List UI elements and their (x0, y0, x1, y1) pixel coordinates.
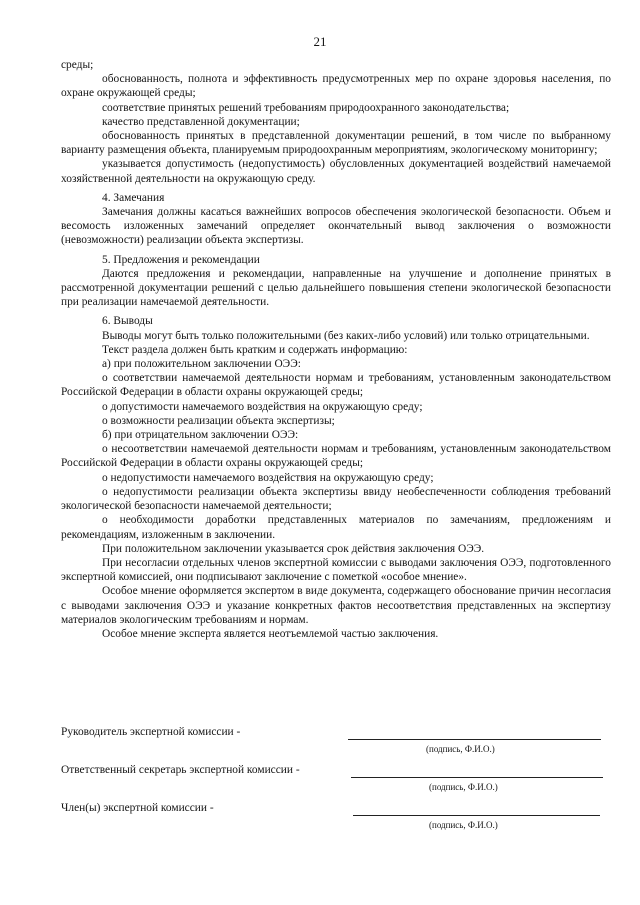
list-item: качество представленной документации; (102, 115, 300, 128)
paragraph-continuation: среды; (61, 59, 94, 71)
signature-caption: (подпись, Ф.И.О.) (429, 782, 498, 792)
section-heading-recommendations: 5. Предложения и рекомендации (102, 253, 260, 266)
signature-row-secretary (61, 764, 621, 802)
signature-line (348, 739, 601, 740)
list-item: о допустимости намечаемого воздействия на окружающую среду; (102, 400, 423, 413)
signature-line (351, 777, 603, 778)
list-item: обоснованность принятых в представленной документации решений, в том числе по выбранному варианту размещения объекта, планируемым природоохранным мероприятиям, экологическому мониторингу; (61, 130, 611, 157)
signature-label: Ответственный секретарь экспертной комиссии - (61, 764, 300, 776)
list-item: о недопустимости реализации объекта экспертизы ввиду необеспеченности соблюдения требований экологической безопасности намечаемой деятельности; (61, 485, 611, 513)
list-item: о соответствии намечаемой деятельности нормам и требованиям, установленным законодательством Российской Федерации в области охраны окружающей среды; (61, 372, 611, 399)
paragraph: Текст раздела должен быть кратким и содержать информацию: (102, 343, 408, 356)
paragraph: Особое мнение оформляется экспертом в виде документа, содержащего обоснование причин несогласия с выводами заключения ОЭЭ и указание конкретных фактов несоответствия представленных на экспертизу материалов экологическим требованиям и нормам. (61, 585, 611, 626)
signature-label: Руководитель экспертной комиссии - (61, 726, 241, 738)
list-heading: а) при положительном заключении ОЭЭ: (102, 358, 301, 371)
list-heading: б) при отрицательном заключении ОЭЭ: (102, 429, 299, 442)
paragraph: Даются предложения и рекомендации, направленные на улучшение и дополнение принятых в рассмотренной документации решений с целью дальнейшего повышения степени экологической безопасности при реализации намечаемой деятельности. (61, 267, 611, 309)
paragraph: Замечания должны касаться важнейших вопросов обеспечения экологической безопасности. Объем и весомость изложенных замечаний определяет окончательный вывод заключения о возможности (невозможности) реализации объекта экспертизы. (61, 206, 611, 247)
list-item: о несоответствии намечаемой деятельности нормам и требованиям, установленным законодательством Российской Федерации в области охраны окружающей среды; (61, 443, 611, 470)
page-number: 21 (313, 34, 327, 49)
signature-row-chair (61, 726, 621, 764)
signature-caption: (подпись, Ф.И.О.) (426, 744, 495, 754)
signature-row-members (61, 802, 621, 840)
signature-line (353, 815, 600, 816)
list-item: указывается допустимость (недопустимость) обусловленных документацией воздействий намечаемой хозяйственной деятельности на окружающую среду. (61, 158, 611, 185)
list-item: обоснованность, полнота и эффективность предусмотренных мер по охране здоровья населения, по охране окружающей среды; (61, 73, 611, 100)
paragraph: При положительном заключении указывается срок действия заключения ОЭЭ. (102, 542, 485, 555)
list-item: о возможности реализации объекта экспертизы; (102, 414, 335, 427)
paragraph: Особое мнение эксперта является неотъемлемой частью заключения. (102, 627, 439, 640)
list-item: соответствие принятых решений требованиям природоохранного законодательства; (102, 101, 510, 114)
section-heading-conclusions: 6. Выводы (102, 315, 153, 328)
list-item: о недопустимости намечаемого воздействия на окружающую среду; (102, 471, 434, 484)
signature-caption: (подпись, Ф.И.О.) (429, 820, 498, 830)
section-heading-remarks: 4. Замечания (102, 191, 165, 204)
document-body (61, 58, 611, 641)
list-item: о необходимости доработки представленных материалов по замечаниям, предложениям и рекомендациям, изложенным в заключении. (61, 514, 611, 541)
paragraph: Выводы могут быть только положительными (без каких-либо условий) или только отрицательными. (102, 329, 590, 342)
paragraph: При несогласии отдельных членов экспертной комиссии с выводами заключения ОЭЭ, подготовленного экспертной комиссией, они подписывают заключение с пометкой «особое мнение». (61, 556, 611, 584)
signature-label: Член(ы) экспертной комиссии - (61, 802, 214, 814)
signature-block (61, 726, 621, 840)
